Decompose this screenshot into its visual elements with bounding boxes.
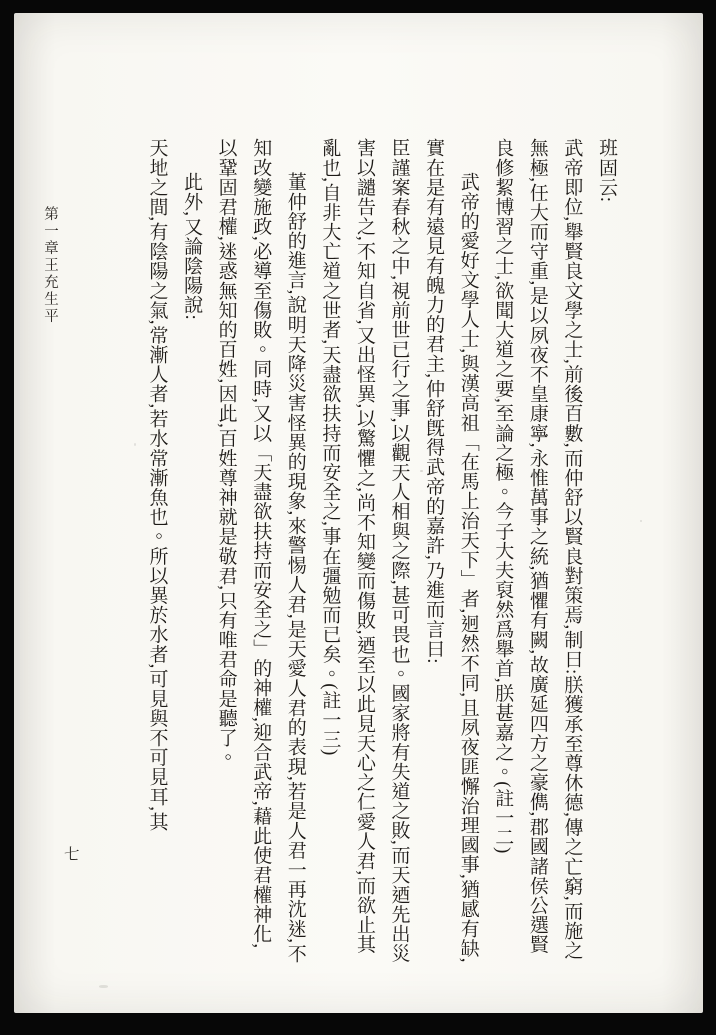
chapter-title: 王充生平 <box>42 257 58 325</box>
running-chapter-header <box>40 206 61 325</box>
paragraph-commentary-1: 武帝的愛好文學人士,與漢高祖「在馬上治天下」者,迥然不同,且夙夜匪懈治理國事,猶感有缺,實在是有遠見有魄力的君主,仲舒旣得武帝的嘉許,乃進而言曰: <box>423 138 479 964</box>
scan-speck <box>420 470 423 472</box>
paragraph-commentary-3: 此外,又論陰陽說: <box>181 172 203 321</box>
quote-block-edict: 武帝即位,舉賢良文學之士,前後百數,而仲舒以賢良對策焉,制曰:朕獲承至尊休德,傳之亡窮,而施之無極,任大而守重,是以夙夜不皇康寧,永惟萬事之統,猶懼有闕,故廣延四方之豪儁,郡國諸侯公選賢良修絜博習之士,欲聞大道之要,至論之極。今子大夫裒然爲舉首,朕甚嘉之。(註一二) <box>492 138 583 960</box>
chapter-number: 第一章 <box>42 206 58 257</box>
quote-block-memorial: 臣謹案春秋之中,視前世已行之事,以觀天人相與之際,甚可畏也。國家將有失道之敗,而天迺先出災害以譴告之,不知自省,又出怪異,以驚懼之,尚不知變而傷敗,迺至以此見天心之仁愛人君,而欲止其亂也,自非大亡道之世者,天盡欲扶持而安全之,事在彊勉而已矣。(註一三) <box>319 138 410 963</box>
paragraph-commentary-2: 董仲舒的進言,說明天降災害怪異的現象,來警惕人君,是天愛人君的表現,若是人君一再沈迷,不知改變施政,必導至傷敗。同時,又以「天盡欲扶持而安全之」的神權,迎合武帝,藉此使君權神化,以鞏固君權,迷惑無知的百姓,因此,百姓尊神就是敬君,只有唯君命是聽了。 <box>215 138 306 964</box>
scan-smudge <box>99 985 108 988</box>
scan-speck <box>640 520 642 522</box>
scan-speck <box>134 443 136 446</box>
quote-block-yinyang: 天地之間,有陰陽之氣,常漸人者,若水常漸魚也。所以異於水者,可見與不可見耳,其 <box>146 138 168 832</box>
body-text <box>67 138 623 965</box>
folio-page-number: 七 <box>64 846 80 863</box>
paragraph-intro: 班固云: <box>596 138 617 203</box>
paper-page <box>14 13 703 1013</box>
